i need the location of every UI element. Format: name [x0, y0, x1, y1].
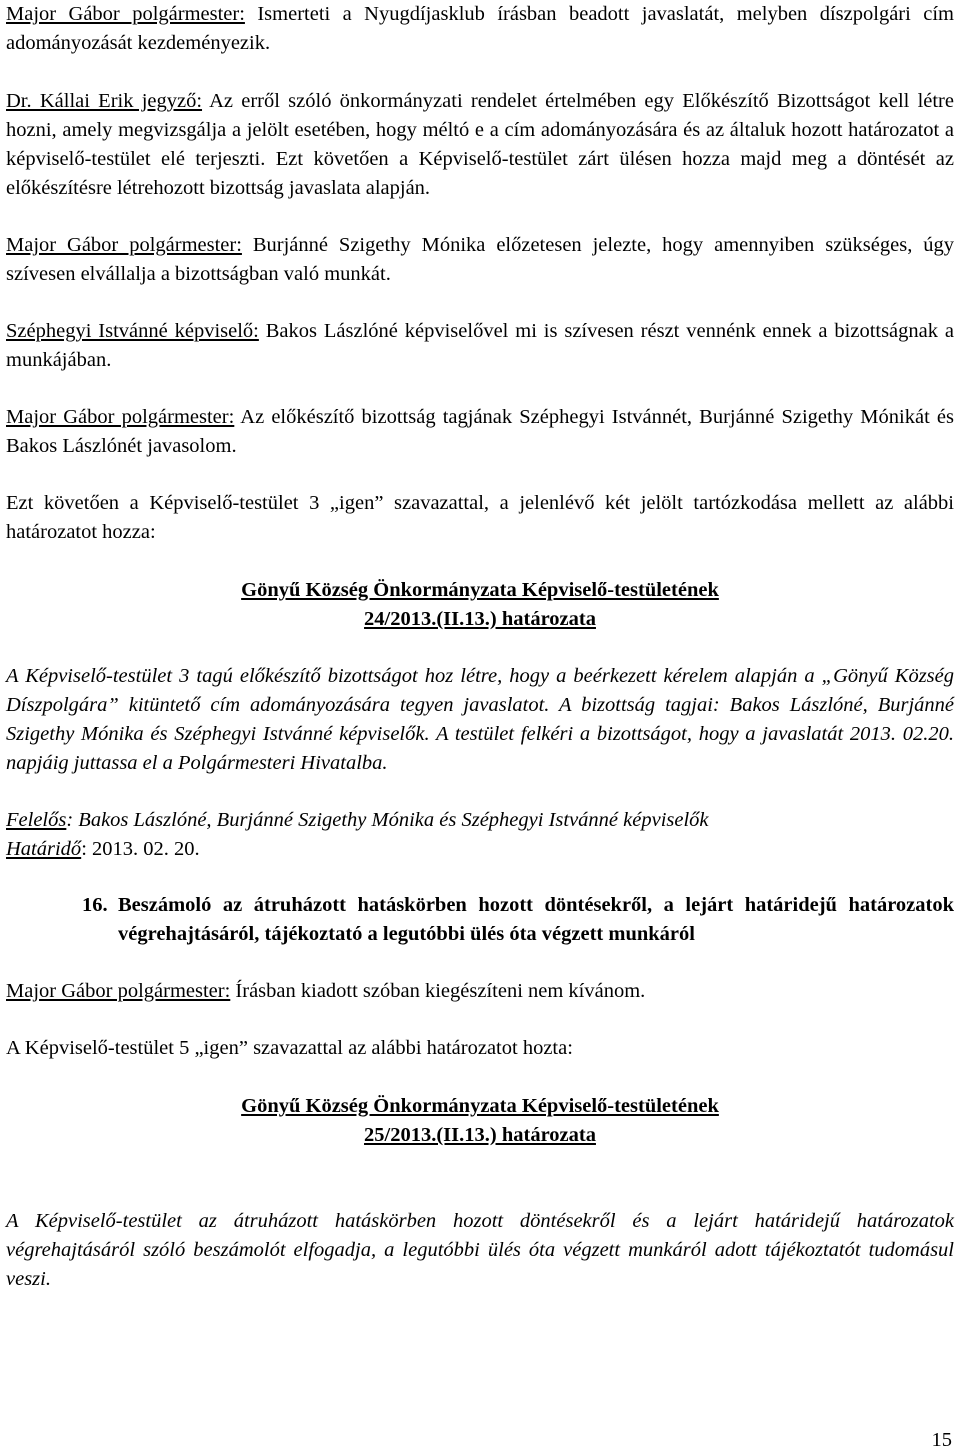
speaker-label: Major Gábor polgármester: — [6, 3, 245, 25]
paragraph-vote-1 — [6, 489, 954, 547]
paragraph-representative — [6, 317, 954, 375]
resolution-heading-line1: Gönyű Község Önkormányzata Képviselő-testületének — [241, 1095, 719, 1117]
paragraph-text: Írásban kiadott szóban kiegészíteni nem kívánom. — [230, 980, 646, 1002]
deadline-line — [6, 835, 954, 864]
responsible-value: : Bakos Lászlóné, Burjánné Szigethy Mónika és Széphegyi Istvánné képviselők — [66, 809, 709, 831]
speaker-label: Major Gábor polgármester: — [6, 234, 242, 256]
resolution-body: A Képviselő-testület az átruházott hatáskörben hozott döntésekről és a lejárt határidejű határozatok végrehajtásáról szóló beszámolót elfogadja, a legutóbbi ülés óta végzett munkáról adott tájékoztatót tudomásul veszi. — [6, 1210, 954, 1290]
deadline-label: Határidő — [6, 838, 82, 860]
paragraph-mayor-report — [6, 977, 954, 1006]
deadline-value: : 2013. 02. 20. — [81, 838, 200, 860]
speaker-label: Major Gábor polgármester: — [6, 406, 235, 428]
page-number: 15 — [931, 1429, 952, 1451]
resolution-heading-line2: 24/2013.(II.13.) határozata — [364, 608, 596, 630]
paragraph-mayor-volunteer — [6, 231, 954, 289]
speaker-label: Major Gábor polgármester: — [6, 980, 231, 1002]
agenda-item-heading — [6, 891, 954, 949]
resolution-body: A Képviselő-testület 3 tagú előkészítő bizottságot hoz létre, hogy a beérkezett kérelem alapján a „Gönyű Község Díszpolgára” kitüntető cím adományozására tegyen javaslatot. A bizottság tagjai: Bakos Lászlóné, Burjánné Szigethy Mónika és Széphegyi Istvánné képviselők. A testület felkéri a bizottságot, hogy a javaslatát 2013. 02.20. napjáig juttassa el a Polgármesteri Hivatalba. — [6, 665, 954, 774]
agenda-item-number: 16. — [82, 894, 108, 916]
document-page — [6, 0, 954, 1294]
paragraph-notary — [6, 87, 954, 203]
resolution-heading — [6, 576, 954, 634]
resolution-responsibility — [6, 806, 954, 864]
resolution-heading-line2: 25/2013.(II.13.) határozata — [364, 1124, 596, 1146]
paragraph-text: Ismerteti a Nyugdíjasklub írásban beadott javaslatát, melyben díszpolgári cím adományozását kezdeményezik. — [6, 3, 954, 54]
responsible-label: Felelős — [6, 809, 67, 831]
paragraph-mayor-intro — [6, 0, 954, 58]
agenda-item-title: Beszámoló az átruházott hatáskörben hozott döntésekről, a lejárt határidejű határozatok végrehajtásáról, tájékoztató a legutóbbi ülés óta végzett munkáról — [118, 894, 954, 945]
speaker-label: Széphegyi Istvánné képviselő: — [6, 320, 259, 342]
paragraph-text: Az előkészítő bizottság tagjának Széphegyi Istvánnét, Burjánné Szigethy Mónikát és Bakos Lászlónét javasolom. — [6, 406, 954, 457]
speaker-label: Dr. Kállai Erik jegyző: — [6, 90, 203, 112]
paragraph-text: A Képviselő-testület 5 „igen” szavazattal az alábbi határozatot hozta: — [6, 1037, 573, 1059]
paragraph-text: Ezt követően a Képviselő-testület 3 „igen” szavazattal, a jelenlévő két jelölt tartózkodása mellett az alábbi határozatot hozza: — [6, 492, 954, 543]
resolution-heading — [6, 1092, 954, 1150]
paragraph-vote-2 — [6, 1034, 954, 1063]
paragraph-text: Bakos Lászlóné képviselővel mi is szívesen részt vennénk ennek a bizottságnak a munkájában. — [6, 320, 954, 371]
paragraph-mayor-proposal — [6, 403, 954, 461]
responsible-line — [6, 806, 954, 835]
resolution-heading-line1: Gönyű Község Önkormányzata Képviselő-testületének — [241, 579, 719, 601]
paragraph-text: Az erről szóló önkormányzati rendelet értelmében egy Előkészítő Bizottságot kell létre hozni, amely megvizsgálja a jelölt esetében, hogy méltó e a cím adományozására és az általuk hozott határozatot a képviselő-testület elé terjeszti. Ezt követően a Képviselő-testület zárt ülésen hozza majd meg a döntését az előkészítésre létrehozott bizottság javaslata alapján. — [6, 90, 954, 199]
paragraph-text: Burjánné Szigethy Mónika előzetesen jelezte, hogy amennyiben szükséges, úgy szívesen elvállalja a bizottságban való munkát. — [6, 234, 955, 285]
